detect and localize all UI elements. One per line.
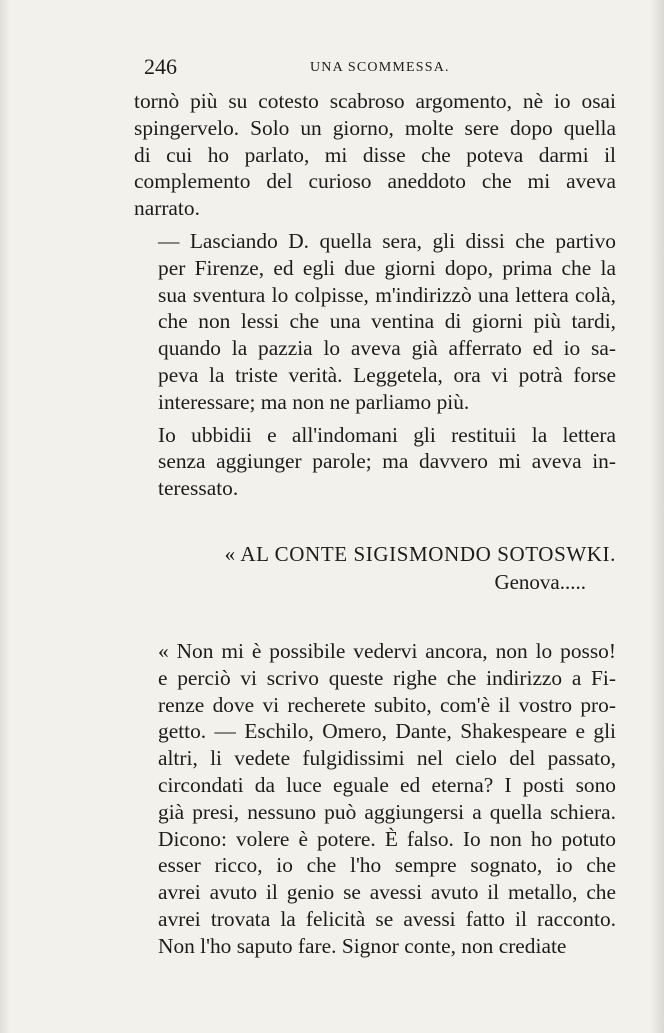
page-gutter-shadow <box>0 0 10 1033</box>
running-title: UNA SCOMMESSA. <box>310 60 450 75</box>
text-line: narrato. <box>134 196 200 221</box>
text-line: tornò più su cotesto scabroso argomento, nè io osai <box>134 89 616 113</box>
text-line: teressato. <box>158 476 239 501</box>
text-line: renze dove vi recherete subito, com'è il vostro pro- <box>158 692 616 717</box>
page-edge-shadow <box>650 0 664 1033</box>
text-line: altri, li vedete fulgidissimi nel cielo del passato, <box>158 746 616 771</box>
text-line: di cui ho parlato, mi disse che poteva darmi il <box>134 142 616 167</box>
letter-paragraph <box>134 638 616 960</box>
letter-heading <box>134 540 616 596</box>
page-header <box>140 54 630 84</box>
page-number: 246 <box>144 54 177 79</box>
letter-salutation: « AL CONTE SIGISMONDO SOTOSWKI. <box>224 541 616 566</box>
text-line: che non lessi che una ventina di giorni più tardi, <box>158 309 616 334</box>
letter-place: Genova..... <box>494 569 586 594</box>
text-line: Non l'ho saputo fare. Signor conte, non crediate <box>158 933 567 958</box>
text-line: complemento del curioso aneddoto che mi aveva <box>134 169 616 194</box>
letter-body <box>134 638 616 960</box>
text-line: peva la triste verità. Leggetela, ora vi potrà forse <box>158 362 616 387</box>
text-line: per Firenze, ed egli due giorni dopo, prima che la <box>158 255 616 280</box>
text-line: avrei trovata la felicità se avessi fatto il racconto. <box>158 906 616 931</box>
paragraph <box>134 422 616 502</box>
text-line: esser ricco, io che l'ho sempre sognato, io che <box>158 853 616 878</box>
text-line: senza aggiunger parole; ma davvero mi aveva in- <box>158 449 616 474</box>
page-body <box>134 88 616 960</box>
text-line: getto. — Eschilo, Omero, Dante, Shakespeare e gli <box>158 719 616 744</box>
text-line: interessare; ma non ne parliamo più. <box>158 389 470 414</box>
text-line: — Lasciando D. quella sera, gli dissi che partivo <box>158 228 616 253</box>
text-line: Io ubbidii e all'indomani gli restituii la lettera <box>158 422 616 447</box>
text-line: quando la pazzia lo aveva già afferrato ed io sa- <box>158 336 616 361</box>
text-line: avrei avuto il genio se avessi avuto il metallo, che <box>158 880 616 905</box>
text-line: spingervelo. Solo un giorno, molte sere dopo quella <box>134 115 616 140</box>
paragraph <box>134 88 616 222</box>
text-line: sua sventura lo colpisse, m'indirizzò una lettera colà, <box>158 282 616 307</box>
text-line: circondati da luce eguale ed eterna? I posti sono <box>158 772 616 797</box>
text-line: già presi, nessuno può aggiungersi a quella schiera. <box>158 799 616 824</box>
text-line: « Non mi è possibile vedervi ancora, non lo posso! <box>158 638 616 663</box>
text-line: Dicono: volere è potere. È falso. Io non ho potuto <box>158 826 616 851</box>
paragraph <box>134 228 616 416</box>
text-line: e perciò vi scrivo queste righe che indirizzo a Fi- <box>158 665 616 690</box>
